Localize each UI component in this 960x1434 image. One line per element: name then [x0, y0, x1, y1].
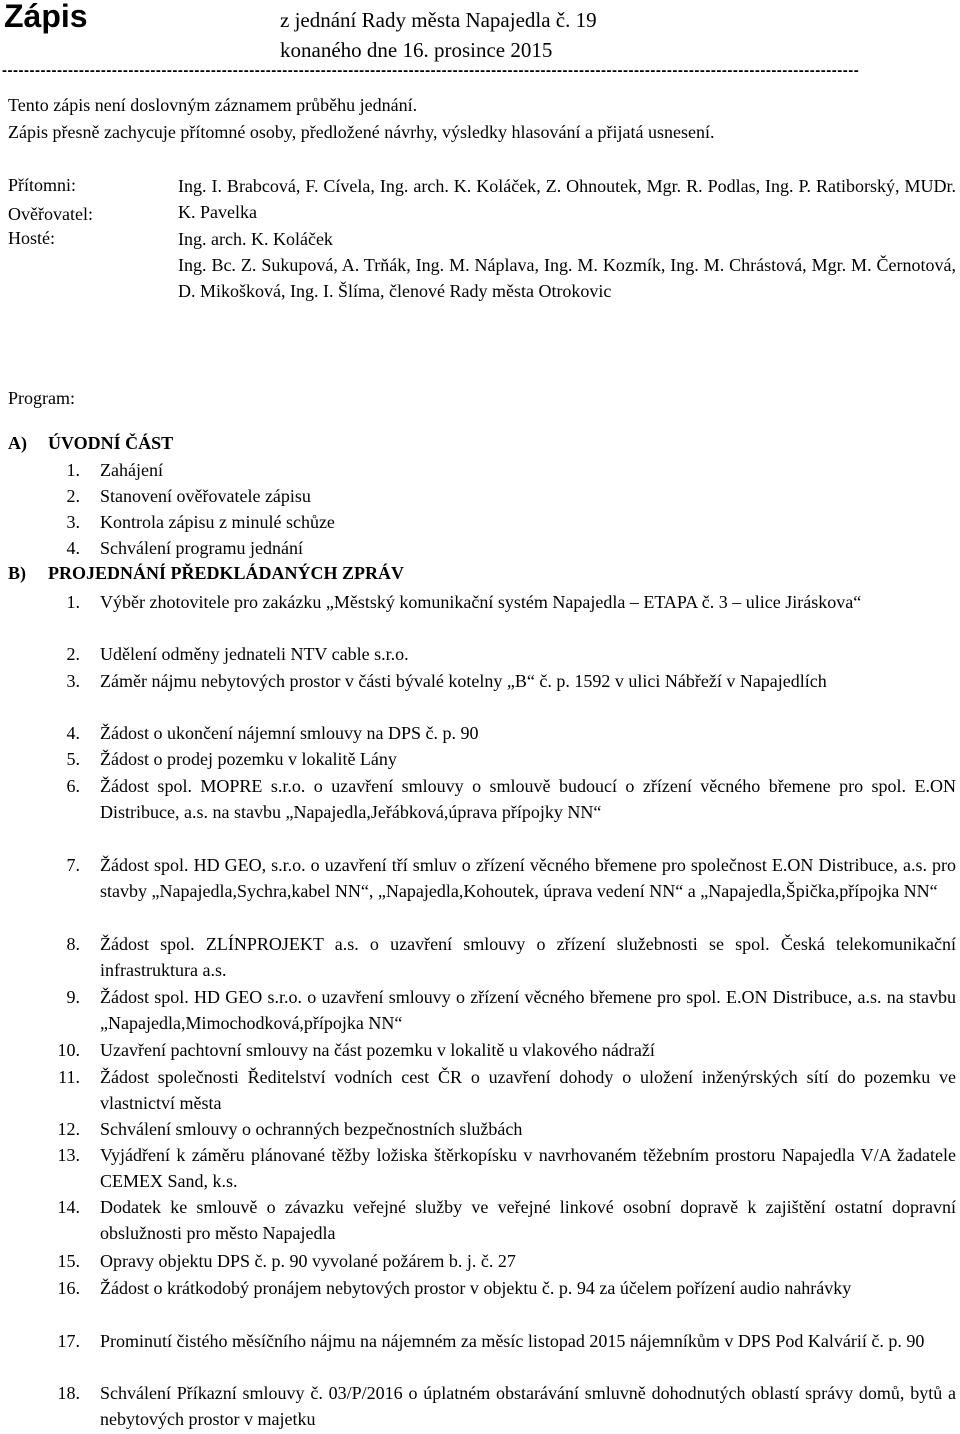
- list-item: 2. Stanovení ověřovatele zápisu: [66, 486, 311, 506]
- present-value: Ing. I. Brabcová, F. Cívela, Ing. arch. K. Koláček, Z. Ohnoutek, Mgr. R. Podlas, Ing. P. Ratiborský, MUDr. K. Pavelka: [178, 176, 956, 222]
- list-item: 7. Žádost spol. HD GEO, s.r.o. o uzavření tří smluv o zřízení věcného břemene pro společnost E.ON Distribuce, a.s. pro stavby „Napajedla,Sychra,kabel NN“, „Napajedla,Kohoutek, úprava vedení NN“ a „Napajedla,Špička,přípojka NN“: [66, 855, 956, 901]
- list-item: 13. Vyjádření k záměru plánované těžby ložiska štěrkopísku v navrhovaném těžebním prostoru Napajedla V/A žadatele CEMEX Sand, k.s.: [57, 1145, 956, 1191]
- list-item: 12. Schválení smlouvy o ochranných bezpečnostních službách: [57, 1119, 523, 1139]
- list-item: 15. Opravy objektu DPS č. p. 90 vyvolané požárem b. j. č. 27: [57, 1251, 516, 1271]
- meeting-date: konaného dne 16. prosince 2015: [280, 38, 553, 62]
- program-label: Program:: [8, 388, 75, 408]
- verifier-value: Ing. arch. K. Koláček: [178, 229, 333, 249]
- intro-line-1: Tento zápis není doslovným záznamem průběhu jednání.: [8, 95, 418, 115]
- list-item: 10. Uzavření pachtovní smlouvy na část pozemku v lokalitě u vlakového nádraží: [57, 1040, 655, 1060]
- list-item: 3. Záměr nájmu nebytových prostor v části bývalé kotelny „B“ č. p. 1592 v ulici Nábřeží v Napajedlích: [66, 671, 827, 691]
- section-b-letter: B): [8, 563, 26, 583]
- section-a-title: ÚVODNÍ ČÁST: [48, 433, 174, 453]
- list-item: 3. Kontrola zápisu z minulé schůze: [66, 512, 335, 532]
- list-item: 5. Žádost o prodej pozemku v lokalitě Lány: [66, 749, 397, 769]
- section-a-heading: [8, 431, 173, 455]
- list-item: 11. Žádost společnosti Ředitelství vodních cest ČR o uzavření dohody o uložení inženýrských sítí do pozemku ve vlastnictví města: [58, 1067, 956, 1113]
- list-item: 1. Výběr zhotovitele pro zakázku „Městský komunikační systém Napajedla – ETAPA č. 3 – ulice Jiráskova“: [66, 592, 862, 612]
- list-item: 9. Žádost spol. HD GEO s.r.o. o uzavření smlouvy o zřízení věcného břemene pro spol. E.ON Distribuce, a.s. na stavbu „Napajedla,Mimochodková,přípojka NN“: [66, 987, 956, 1033]
- guests-value: Ing. Bc. Z. Sukupová, A. Trňák, Ing. M. Náplava, Ing. M. Kozmík, Ing. M. Chrástová, Mgr. M. Černotová, D. Mikošková, Ing. I. Šlíma, členové Rady města Otrokovic: [178, 255, 956, 301]
- section-b-title: PROJEDNÁNÍ PŘEDKLÁDANÝCH ZPRÁV: [48, 563, 405, 583]
- header-dashed-rule: ------------------------------------------------------------------------------------------------------------------------------------------------------------: [2, 64, 860, 78]
- verifier-label: Ověřovatel:: [8, 204, 93, 224]
- document-title: Zápis: [4, 0, 88, 34]
- list-item: 6. Žádost spol. MOPRE s.r.o. o uzavření smlouvy o smlouvě budoucí o zřízení věcného břemene pro spol. E.ON Distribuce, a.s. na stavbu „Napajedla,Jeřábková,úprava přípojky NN“: [66, 776, 956, 822]
- intro-line-2: Zápis přesně zachycuje přítomné osoby, předložené návrhy, výsledky hlasování a přijatá usnesení.: [8, 122, 715, 142]
- section-b-heading: [8, 561, 404, 585]
- section-a-letter: A): [8, 433, 27, 453]
- list-item: 17. Prominutí čistého měsíčního nájmu na nájemném za měsíc listopad 2015 nájemníkům v DPS Pod Kalvárií č. p. 90: [57, 1331, 925, 1351]
- list-item: 18. Schválení Příkazní smlouvy č. 03/P/2016 o úplatném obstarávání smluvně dohodnutých oblastí správy domů, bytů a nebytových prostor v majetku: [57, 1383, 956, 1429]
- list-item: 2. Udělení odměny jednateli NTV cable s.r.o.: [66, 644, 409, 664]
- guests-label: Hosté:: [8, 228, 55, 248]
- list-item: 4. Žádost o ukončení nájemní smlouvy na DPS č. p. 90: [66, 723, 479, 743]
- list-item: 1. Zahájení: [66, 460, 163, 480]
- list-item: 8. Žádost spol. ZLÍNPROJEKT a.s. o uzavření smlouvy o zřízení služebnosti se spol. Česká telekomunikační infrastruktura a.s.: [66, 934, 956, 980]
- list-item: 14. Dodatek ke smlouvě o závazku veřejné služby ve veřejné linkové osobní dopravě k zajištění ostatní dopravní obslužnosti pro město Napajedla: [57, 1197, 956, 1243]
- list-item: 16. Žádost o krátkodobý pronájem nebytových prostor v objektu č. p. 94 za účelem pořízení audio nahrávky: [57, 1278, 852, 1298]
- present-label: Přítomni:: [8, 175, 77, 195]
- list-item: 4. Schválení programu jednání: [66, 538, 303, 558]
- meeting-name: z jednání Rady města Napajedla č. 19: [280, 8, 597, 32]
